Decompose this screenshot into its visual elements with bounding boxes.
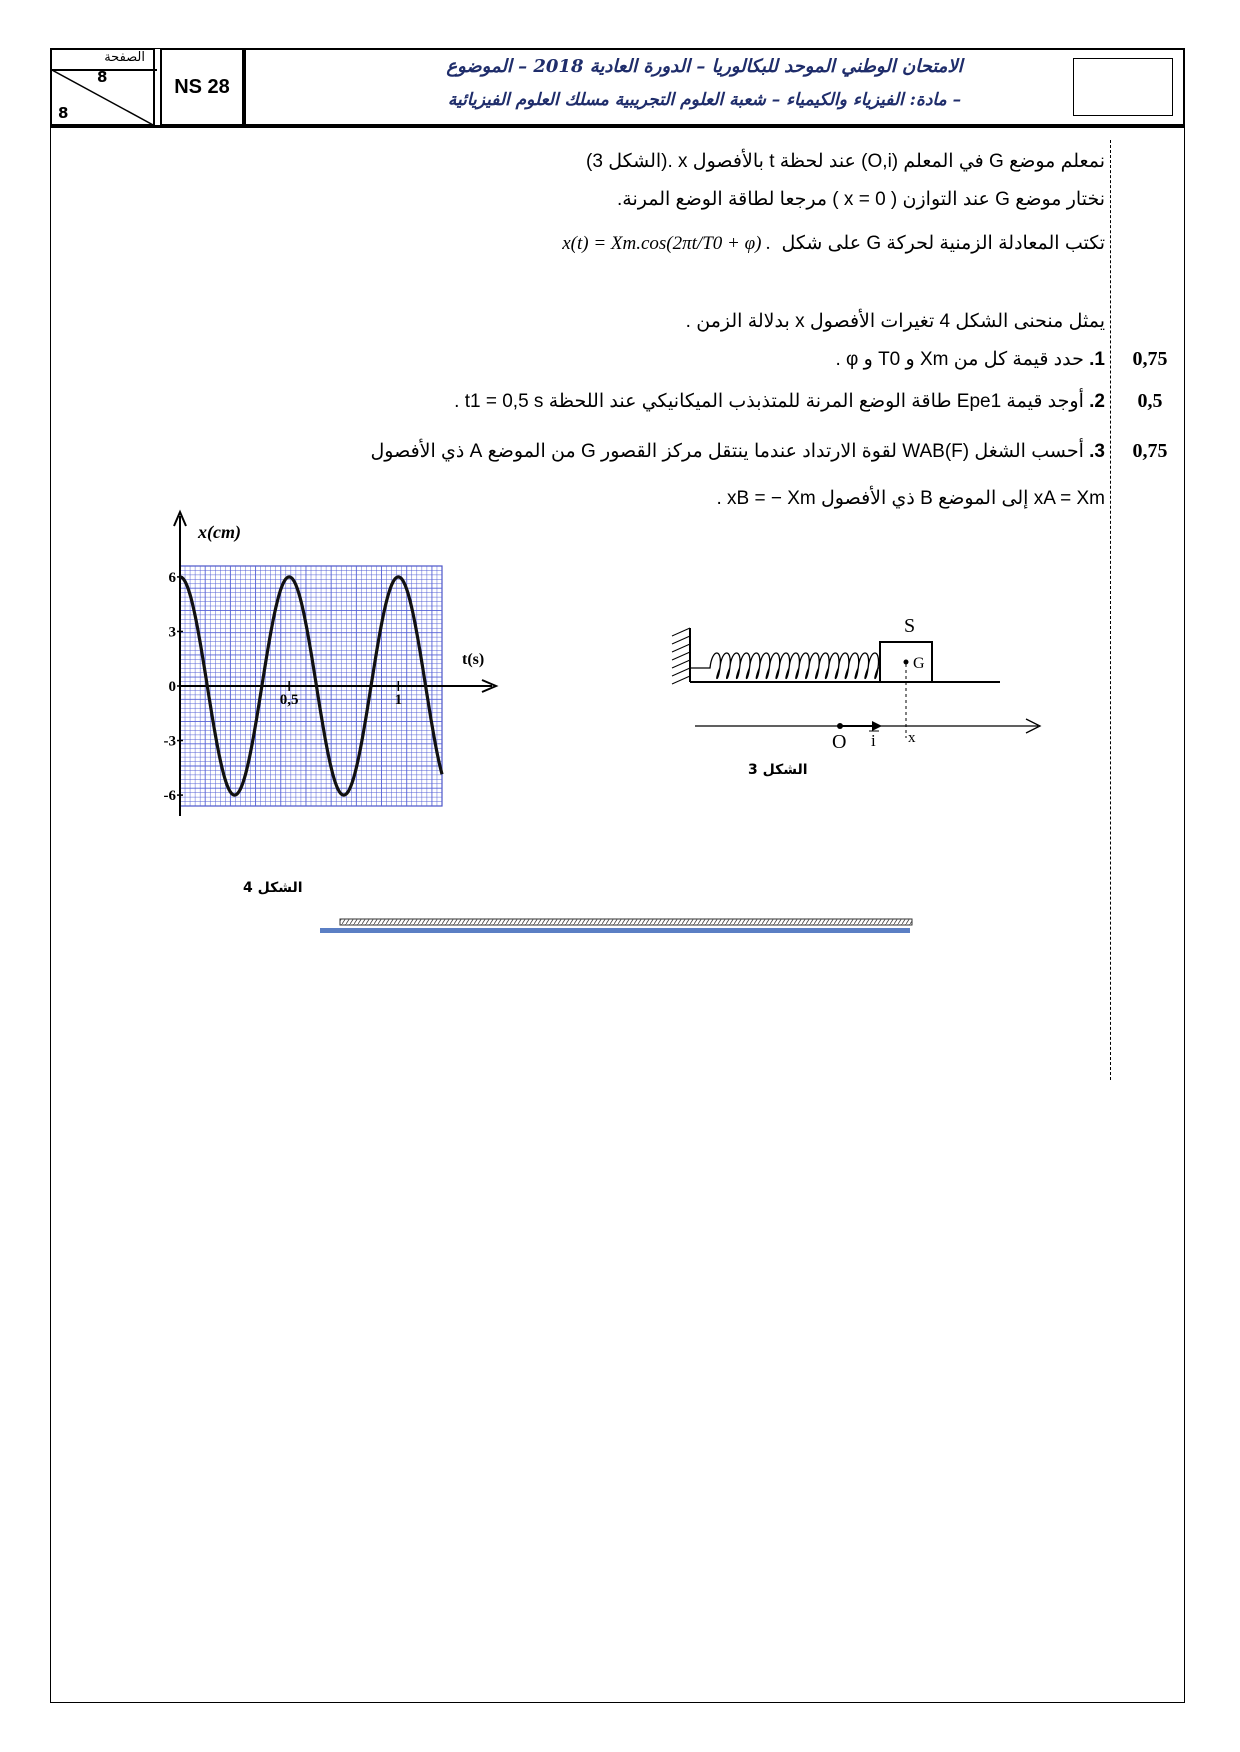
center-of-mass-g [904, 660, 909, 665]
label-g: G [913, 655, 925, 672]
question-3-mark: 0,75 [1132, 440, 1168, 462]
y-axis-label: x(cm) [198, 522, 241, 542]
question-3-number: 3. [1089, 441, 1105, 462]
margin-divider [1110, 140, 1111, 1080]
unit-vector-arrowhead [872, 721, 882, 731]
question-1-text: حدد قيمة كل من Xm و T0 و φ . [835, 349, 1084, 370]
question-2 [454, 390, 1105, 413]
question-3 [370, 440, 1105, 463]
question-3-continued: xA = Xm إلى الموضع B ذي الأفصول xB = − Xm . [716, 488, 1105, 509]
grade-box [1073, 58, 1173, 116]
intro-line-2: نختار موضع G عند التوازن ( x = 0 ) مرجعا لطاقة الوضع المرنة. [616, 189, 1105, 210]
spring [690, 653, 880, 679]
x-tick-label: 0,5 [279, 692, 299, 708]
figure-3-caption: الشكل 3 [748, 762, 808, 778]
label-o: O [832, 731, 847, 750]
time-equation: x(t) = Xm.cos(2πt/T0 + φ) . [562, 233, 771, 254]
page-total: 8 [58, 104, 69, 122]
question-1-number: 1. [1089, 349, 1105, 370]
end-separator [318, 918, 918, 938]
y-tick-label: 3 [168, 624, 176, 641]
question-1-mark: 0,75 [1132, 348, 1168, 370]
page-current: 8 [97, 68, 108, 86]
intro-line-3-text: تكتب المعادلة الزمنية لحركة G على شكل [781, 233, 1105, 254]
wall-hatching [670, 628, 692, 684]
intro-line-4: يمثل منحنى الشكل 4 تغيرات الأفصول x بدلالة الزمن . [685, 311, 1105, 332]
figure-4-graph [150, 508, 530, 898]
intro-line-1: نمعلم موضع G في المعلم (O,i) عند لحظة t بالأفصول x .(الشكل 3) [586, 151, 1105, 172]
question-2-number: 2. [1089, 391, 1105, 412]
x-tick-label: 1 [394, 692, 403, 708]
figure-3-diagram [660, 600, 1060, 750]
x-axis-label: t(s) [462, 651, 485, 668]
page-number-box [50, 48, 155, 126]
y-tick-label: 0 [168, 679, 176, 695]
exam-title: الامتحان الوطني الموحد للبكالوريا – الدورة العادية 2018 – الموضوع [446, 56, 963, 77]
y-tick-label: 6 [168, 569, 176, 586]
exam-header [50, 48, 1185, 128]
question-3-text: أحسب الشغل WAB(F) لقوة الارتداد عندما ينتقل مركز القصور G من الموضع A ذي الأفصول [370, 441, 1084, 462]
y-tick-label: -6 [163, 788, 176, 805]
question-2-text: أوجد قيمة Epe1 طاقة الوضع المرنة للمتذبذب الميكانيكي عند اللحظة t1 = 0,5 s . [454, 391, 1084, 412]
question-1 [835, 348, 1105, 371]
question-2-mark: 0,5 [1137, 390, 1163, 412]
label-x: x [908, 730, 916, 746]
title-box [244, 48, 1185, 126]
exam-code: NS 28 [160, 48, 244, 126]
intro-line-3 [562, 232, 1105, 255]
y-tick-label: -3 [163, 733, 176, 750]
label-i: i [871, 731, 876, 750]
figure-4-caption: الشكل 4 [243, 880, 303, 896]
label-s: S [904, 615, 916, 637]
page-label: الصفحة [104, 50, 145, 65]
exam-subtitle: – مادة: الفيزياء والكيمياء – شعبة العلوم التجريبية مسلك العلوم الفيزيائية [447, 90, 962, 110]
